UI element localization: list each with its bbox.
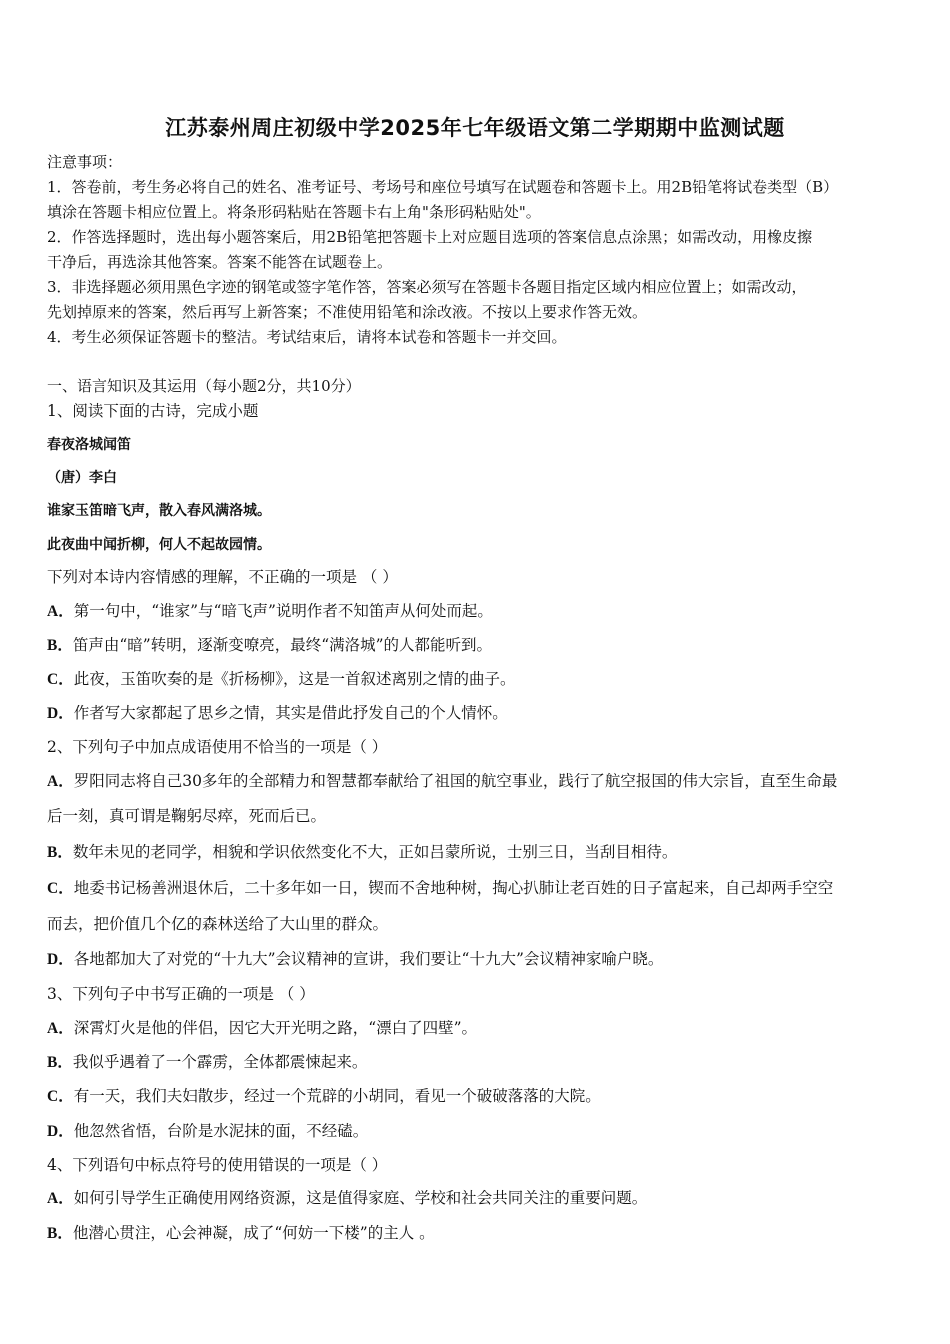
option-text: 深霄灯火是他的伴侣，因它大开光明之路，“漂白了四壁”。 — [73, 1019, 478, 1037]
notice-line: 填涂在答题卡相应位置上。将条形码粘贴在答题卡右上角"条形码粘贴处"。 — [47, 203, 541, 221]
q3-option-b — [47, 1052, 367, 1073]
question-2-stem: 2、下列句子中加点成语使用不恰当的一项是（ ） — [47, 738, 388, 756]
notice-heading: 注意事项： — [47, 153, 123, 171]
option-label: A． — [47, 1190, 74, 1207]
q1-option-a — [47, 601, 493, 622]
question-1-stem: 1、阅读下面的古诗，完成小题 — [47, 402, 259, 420]
option-label: A． — [47, 773, 74, 790]
q2-option-b — [47, 842, 677, 863]
option-text: 数年未见的老同学，相貌和学识依然变化不大，正如吕蒙所说，士别三日，当刮目相待。 — [72, 843, 678, 861]
poem-author: （唐）李白 — [47, 470, 117, 486]
option-text: 我似乎遇着了一个霹雳，全体都震悚起来。 — [72, 1053, 368, 1071]
section-heading: 一、语言知识及其运用（每小题2分，共10分） — [47, 377, 361, 395]
poem-line: 谁家玉笛暗飞声，散入春风满洛城。 — [47, 503, 271, 519]
poem-title: 春夜洛城闻笛 — [47, 437, 131, 453]
option-label: B． — [47, 637, 73, 654]
option-label: B． — [47, 1054, 73, 1071]
poem-line: 此夜曲中闻折柳，何人不起故园情。 — [47, 537, 271, 553]
option-text: 他潜心贯注，心会神凝，成了“何妨一下楼”的主人 。 — [72, 1224, 435, 1242]
option-label: D． — [47, 1123, 74, 1140]
q4-option-a — [47, 1188, 647, 1209]
q2-option-c-cont: 而去，把价值几个亿的森林送给了大山里的群众。 — [47, 915, 389, 933]
q1-option-b — [47, 635, 492, 656]
q2-option-a-cont: 后一刻，真可谓是鞠躬尽瘁，死而后已。 — [47, 807, 327, 825]
question-4-stem: 4、下列语句中标点符号的使用错误的一项是（ ） — [47, 1156, 388, 1174]
option-text: 地委书记杨善洲退休后，二十多年如一日，锲而不舍地种树，掏心扒肺让老百姓的日子富起来，自己却两手空空 — [73, 879, 834, 897]
q3-option-d — [47, 1121, 368, 1142]
question-3-stem: 3、下列句子中书写正确的一项是 （ ） — [47, 985, 315, 1003]
option-label: B． — [47, 844, 73, 861]
page-title: 江苏泰州周庄初级中学2025年七年级语文第二学期期中监测试题 — [165, 116, 785, 140]
option-label: B． — [47, 1225, 73, 1242]
q1-option-d — [47, 703, 508, 724]
q2-option-a — [47, 771, 837, 792]
option-text: 如何引导学生正确使用网络资源，这是值得家庭、学校和社会共同关注的重要问题。 — [73, 1189, 648, 1207]
notice-line: 3．非选择题必须用黑色字迹的钢笔或签字笔作答，答案必须写在答题卡各题目指定区域内相应位置上；如需改动， — [47, 278, 807, 296]
option-label: A． — [47, 1020, 74, 1037]
notice-line: 4．考生必须保证答题卡的整洁。考试结束后，请将本试卷和答题卡一并交回。 — [47, 328, 567, 346]
option-text: 笛声由“暗”转明，逐渐变嘹亮，最终“满洛城”的人都能听到。 — [72, 636, 493, 654]
q3-option-a — [47, 1018, 477, 1039]
option-label: A． — [47, 603, 74, 620]
q1-option-c — [47, 669, 515, 690]
option-label: D． — [47, 705, 74, 722]
option-label: C． — [47, 880, 74, 897]
option-text: 他忽然省悟，台阶是水泥抹的面，不经磕。 — [73, 1122, 369, 1140]
option-text: 第一句中，“谁家”与“暗飞声”说明作者不知笛声从何处而起。 — [73, 602, 493, 620]
option-text: 各地都加大了对党的“十九大”会议精神的宣讲，我们要让“十九大”会议精神家喻户晓。 — [73, 950, 664, 968]
question-1-prompt: 下列对本诗内容情感的理解，不正确的一项是 （ ） — [47, 568, 398, 586]
option-text: 作者写大家都起了思乡之情，其实是借此抒发自己的个人情怀。 — [73, 704, 508, 722]
notice-line: 1．答卷前，考生务必将自己的姓名、准考证号、考场号和座位号填写在试题卷和答题卡上。用2B铅笔将试卷类型（B） — [47, 178, 839, 196]
q4-option-b — [47, 1223, 435, 1244]
option-label: C． — [47, 1088, 74, 1105]
option-text: 有一天，我们夫妇散步，经过一个荒辟的小胡同，看见一个破破落落的大院。 — [73, 1087, 601, 1105]
option-label: D． — [47, 951, 74, 968]
q3-option-c — [47, 1086, 601, 1107]
notice-line: 干净后，再选涂其他答案。答案不能答在试题卷上。 — [47, 253, 393, 271]
q2-option-c — [47, 878, 833, 899]
notice-line: 2．作答选择题时，选出每小题答案后，用2B铅笔把答题卡上对应题目选项的答案信息点涂黑；如需改动，用橡皮擦 — [47, 228, 813, 246]
q2-option-d — [47, 949, 663, 970]
option-text: 此夜，玉笛吹奏的是《折杨柳》，这是一首叙述离别之情的曲子。 — [73, 670, 516, 688]
option-text: 罗阳同志将自己30多年的全部精力和智慧都奉献给了祖国的航空事业，践行了航空报国的伟大宗旨，直至生命最 — [73, 772, 838, 790]
option-label: C． — [47, 671, 74, 688]
notice-line: 先划掉原来的答案，然后再写上新答案；不准使用铅笔和涂改液。不按以上要求作答无效。 — [47, 303, 648, 321]
